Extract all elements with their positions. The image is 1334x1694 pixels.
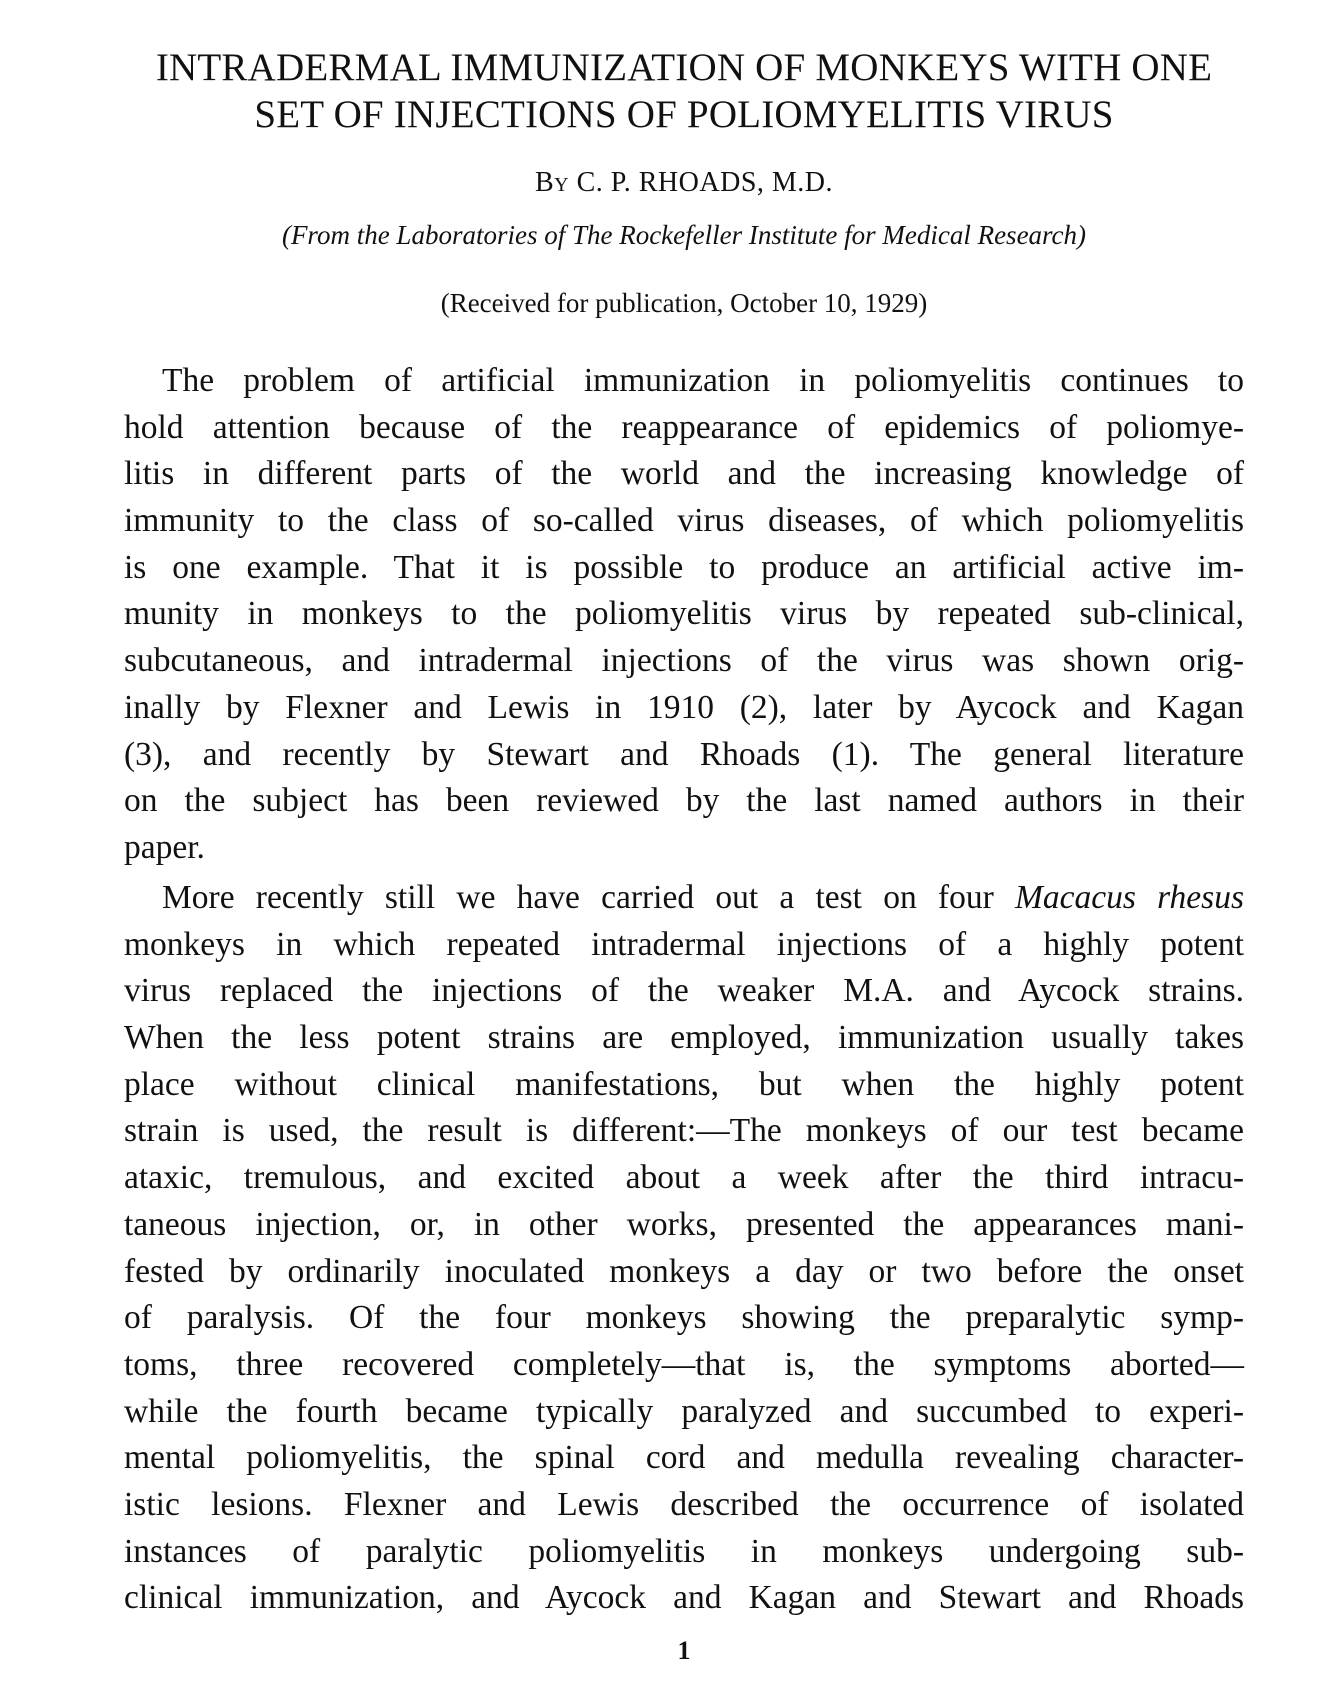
received-date: (Received for publication, October 10, 1929) (440, 288, 928, 318)
byline-prefix: By (534, 167, 570, 198)
author-byline (124, 166, 1244, 200)
paragraph-line: munity in monkeys to the poliomyelitis virus by repeated sub-clinical, (124, 595, 1244, 633)
paragraph-line: instances of paralytic poliomyelitis in monkeys undergoing sub- (124, 1532, 1244, 1570)
paragraph-line: monkeys in which repeated intradermal injections of a highly potent (124, 925, 1244, 963)
page-number: 1 (677, 1636, 691, 1665)
paragraph-first-line (124, 875, 1244, 922)
paragraph-line: The problem of artificial immunization in poliomyelitis continues to (162, 362, 1244, 399)
author-name: C. P. RHOADS, M.D. (576, 167, 834, 198)
paragraph-line: mental poliomyelitis, the spinal cord and medulla revealing character- (124, 1439, 1244, 1477)
title-line-2: SET OF INJECTIONS OF POLIOMYELITIS VIRUS (254, 93, 1114, 136)
paragraph-line: fested by ordinarily inoculated monkeys a day or two before the onset (124, 1252, 1244, 1290)
paragraph-line: istic lesions. Flexner and Lewis described the occurrence of isolated (124, 1485, 1244, 1523)
paragraph-line: place without clinical manifestations, but when the highly potent (124, 1065, 1244, 1103)
paragraph-line: clinical immunization, and Aycock and Kagan and Stewart and Rhoads (124, 1579, 1244, 1617)
species-name: Macacus rhesus (1014, 879, 1244, 916)
paragraph-line: toms, three recovered completely—that is, the symptoms aborted— (124, 1345, 1244, 1383)
paragraph-line: taneous injection, or, in other works, presented the appearances mani- (124, 1205, 1244, 1243)
paragraph-line: When the less potent strains are employed, immunization usually takes (124, 1019, 1244, 1057)
paragraph-text: More recently still we have carried out a test on four (162, 879, 1015, 916)
paragraph-line: litis in different parts of the world and the increasing knowledge of (124, 455, 1244, 493)
paragraph-line: ataxic, tremulous, and excited about a week after the third intracu- (124, 1159, 1244, 1197)
paragraph-line: inally by Flexner and Lewis in 1910 (2), later by Aycock and Kagan (124, 688, 1244, 726)
paragraph-1 (124, 358, 1244, 872)
paragraph-line: subcutaneous, and intradermal injections of the virus was shown orig- (124, 642, 1244, 680)
paragraph-line: of paralysis. Of the four monkeys showing the preparalytic symp- (124, 1299, 1244, 1337)
paragraph-2 (124, 875, 1244, 1622)
paragraph-line: paper. (124, 828, 205, 866)
paragraph-line: (3), and recently by Stewart and Rhoads (1). The general literature (124, 735, 1244, 773)
affiliation: (From the Laboratories of The Rockefeller Institute for Medical Research) (281, 220, 1087, 250)
title-line-1: INTRADERMAL IMMUNIZATION OF MONKEYS WITH ONE (155, 46, 1213, 89)
paragraph-line: strain is used, the result is different:—The monkeys of our test became (124, 1112, 1244, 1150)
paper-page (124, 0, 1244, 1694)
paragraph-line: virus replaced the injections of the weaker M.A. and Aycock strains. (124, 972, 1244, 1010)
paragraph-line: on the subject has been reviewed by the last named authors in their (124, 782, 1244, 820)
paragraph-line: while the fourth became typically paralyzed and succumbed to experi- (124, 1392, 1244, 1430)
paragraph-line: is one example. That it is possible to produce an artificial active im- (124, 548, 1244, 586)
paragraph-line: immunity to the class of so-called virus diseases, of which poliomyelitis (124, 502, 1244, 540)
paragraph-line: hold attention because of the reappearance of epidemics of poliomye- (124, 408, 1244, 446)
